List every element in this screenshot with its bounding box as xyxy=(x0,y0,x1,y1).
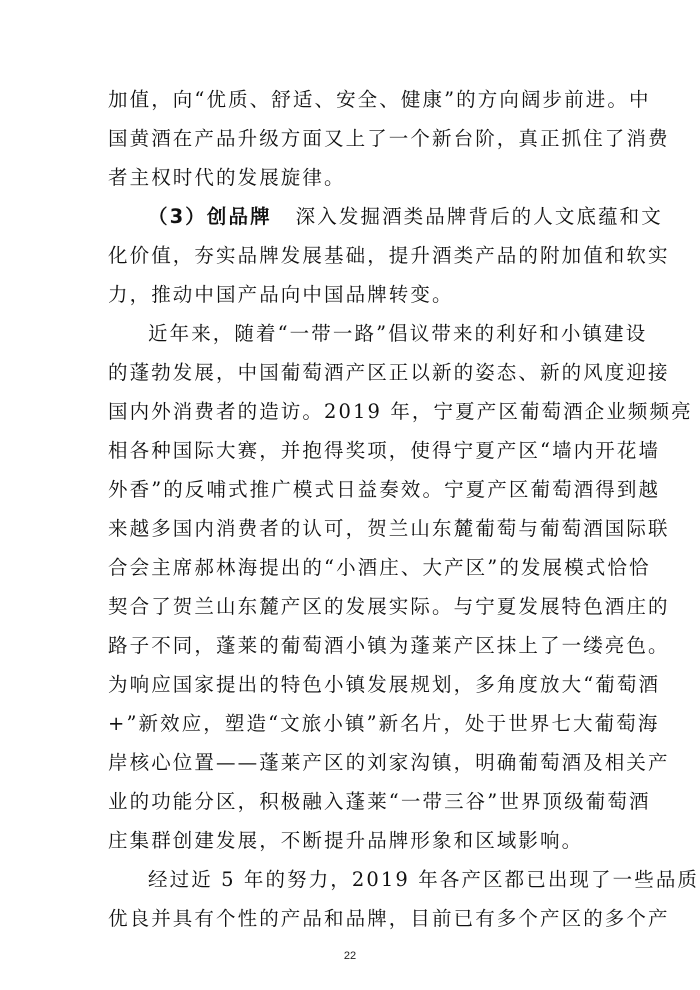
paragraph-start: 经过近 5 年的努力，2019 年各产区都已出现了一些品质 xyxy=(148,868,700,891)
text-line: 路子不同，蓬莱的葡萄酒小镇为蓬莱产区抹上了一缕亮色。 xyxy=(108,634,670,657)
text-line: 国黄酒在产品升级方面又上了一个新台阶，真正抓住了消费 xyxy=(108,127,670,150)
text-line: 庄集群创建发展，不断提升品牌形象和区域影响。 xyxy=(108,829,584,852)
paragraph-start: 近年来，随着“一带一路”倡议带来的利好和小镇建设 xyxy=(148,322,648,345)
text-line: 力，推动中国产品向中国品牌转变。 xyxy=(108,283,454,306)
text-line: 来越多国内消费者的认可，贺兰山东麓葡萄与葡萄酒国际联 xyxy=(108,517,670,540)
text-line: 为响应国家提出的特色小镇发展规划，多角度放大“葡萄酒 xyxy=(108,673,661,696)
text-line: 化价值，夯实品牌发展基础，提升酒类产品的附加值和软实 xyxy=(108,244,670,267)
text-line: 相各种国际大赛，并抱得奖项，使得宁夏产区“墙内开花墙 xyxy=(108,439,661,462)
section-heading-label: （3）创品牌 xyxy=(148,205,272,228)
text-line: 加值，向“优质、舒适、安全、健康”的方向阔步前进。中 xyxy=(108,88,651,111)
text-line: 业的功能分区，积极融入蓬莱“一带三谷”世界顶级葡萄酒 xyxy=(108,790,651,813)
text-line: 国内外消费者的造访。2019 年，宁夏产区葡萄酒企业频频亮 xyxy=(108,400,693,423)
section-heading-text: 深入发掘酒类品牌背后的人文底蕴和文 xyxy=(295,205,663,228)
text-line: +”新效应，塑造“文旅小镇”新名片，处于世界七大葡萄海 xyxy=(108,712,660,735)
text-line: 的蓬勃发展，中国葡萄酒产区正以新的姿态、新的风度迎接 xyxy=(108,361,670,384)
text-line: 合会主席郝林海提出的“小酒庄、大产区”的发展模式恰恰 xyxy=(108,556,651,579)
text-line: 契合了贺兰山东麓产区的发展实际。与宁夏发展特色酒庄的 xyxy=(108,595,670,618)
text-line: 者主权时代的发展旋律。 xyxy=(108,166,346,189)
text-line: 岸核心位置——蓬莱产区的刘家沟镇，明确葡萄酒及相关产 xyxy=(108,751,670,774)
text-line: 优良并具有个性的产品和品牌，目前已有多个产区的多个产 xyxy=(108,907,670,930)
section-heading xyxy=(148,201,663,233)
page-number: 22 xyxy=(343,950,357,962)
text-line: 外香”的反哺式推广模式日益奏效。宁夏产区葡萄酒得到越 xyxy=(108,478,661,501)
